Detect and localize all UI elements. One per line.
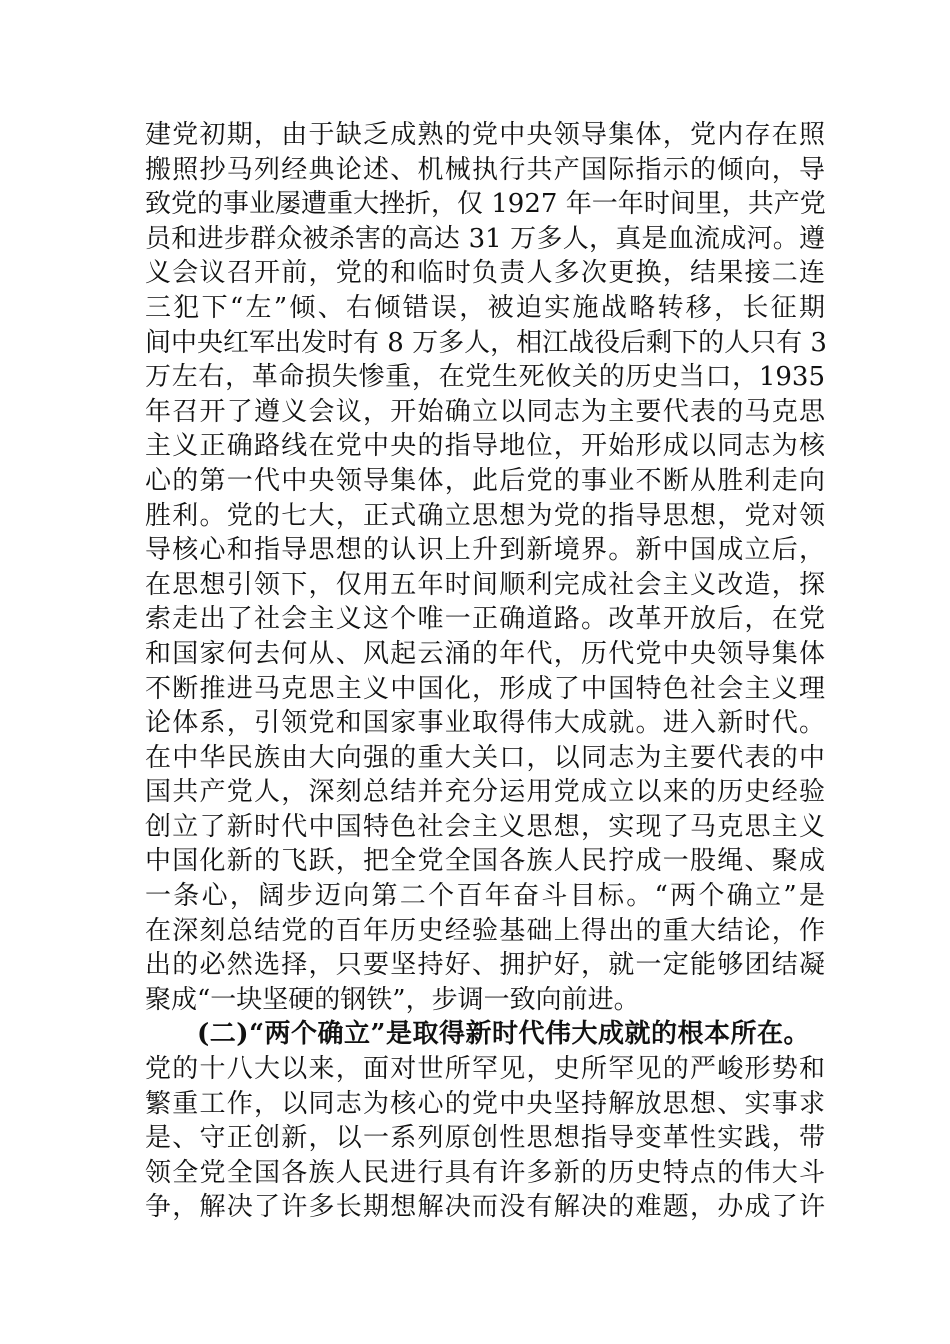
text-line: 是、守正创新，以一系列原创性思想指导变革性实践，带 (145, 1123, 825, 1154)
text-line: 间中央红军出发时有 8 万多人，相江战役后剩下的人只有 3 (145, 327, 827, 358)
text-line: 国共产党人，深刻总结并充分运用党成立以来的历史经验 (145, 777, 825, 808)
text-line: 导核心和指导思想的认识上升到新境界。新中国成立后， (145, 535, 825, 566)
text-line: 索走出了社会主义这个唯一正确道路。改革开放后，在党 (145, 604, 825, 635)
text-line: 在思想引领下，仅用五年时间顺利完成社会主义改造，探 (145, 569, 825, 600)
text-line: 义会议召开前，党的和临时负责人多次更换，结果接二连 (145, 258, 825, 289)
text-line: 出的必然选择，只要坚持好、拥护好，就一定能够团结凝 (145, 950, 825, 981)
text-line: 领全党全国各族人民进行具有许多新的历史特点的伟大斗 (145, 1157, 825, 1188)
text-line: 在深刻总结党的百年历史经验基础上得出的重大结论，作 (145, 915, 825, 946)
text-line: 党的十八大以来，面对世所罕见，史所罕见的严峻形势和 (145, 1054, 825, 1085)
paragraph-1 (145, 118, 825, 1017)
body-text (145, 118, 825, 1225)
section-heading: (二)“两个确立”是取得新时代伟大成就的根本所在。 (197, 1019, 811, 1050)
text-line: 主义正确路线在党中央的指导地位，开始形成以同志为核 (145, 431, 825, 462)
text-line: 心的第一代中央领导集体，此后党的事业不断从胜利走向 (145, 465, 825, 496)
text-line: 员和进步群众被杀害的高达 31 万多人，真是血流成河。遵 (145, 223, 825, 254)
text-line: 一条心，阔步迈向第二个百年奋斗目标。“两个确立”是 (145, 881, 825, 912)
text-line: 在中华民族由大向强的重大关口，以同志为主要代表的中 (145, 742, 825, 773)
text-line: 和国家何去何从、风起云涌的年代，历代党中央领导集体 (145, 638, 825, 669)
text-line: 论体系，引领党和国家事业取得伟大成就。进入新时代。 (145, 708, 825, 739)
text-line: 聚成“一块坚硬的钢铁”，步调一致向前进。 (145, 984, 640, 1015)
text-line: 创立了新时代中国特色社会主义思想，实现了马克思主义 (145, 811, 825, 842)
text-line: 繁重工作，以同志为核心的党中央坚持解放思想、实事求 (145, 1088, 825, 1119)
text-line: 三犯下“左”倾、右倾错误，被迫实施战略转移，长征期 (145, 292, 825, 323)
text-line: 建党初期，由于缺乏成熟的党中央领导集体，党内存在照 (145, 120, 825, 150)
text-line: 中国化新的飞跃，把全党全国各族人民拧成一股绳、聚成 (145, 846, 825, 877)
text-line: 搬照抄马列经典论述、机械执行共产国际指示的倾向，导 (145, 154, 825, 185)
text-line: 胜利。党的七大，正式确立思想为党的指导思想，党对领 (145, 500, 825, 531)
text-line: 致党的事业屡遭重大挫折，仅 1927 年一年时间里，共产党 (145, 189, 826, 220)
text-line: 争，解决了许多长期想解决而没有解决的难题，办成了许 (145, 1192, 825, 1223)
text-line: 年召开了遵义会议，开始确立以同志为主要代表的马克思 (145, 396, 825, 427)
text-line: 万左右，革命损失惨重，在党生死攸关的历史当口，1935 (145, 362, 825, 393)
paragraph-2 (145, 1017, 825, 1225)
text-line: 不断推进马克思主义中国化，形成了中国特色社会主义理 (145, 673, 825, 704)
